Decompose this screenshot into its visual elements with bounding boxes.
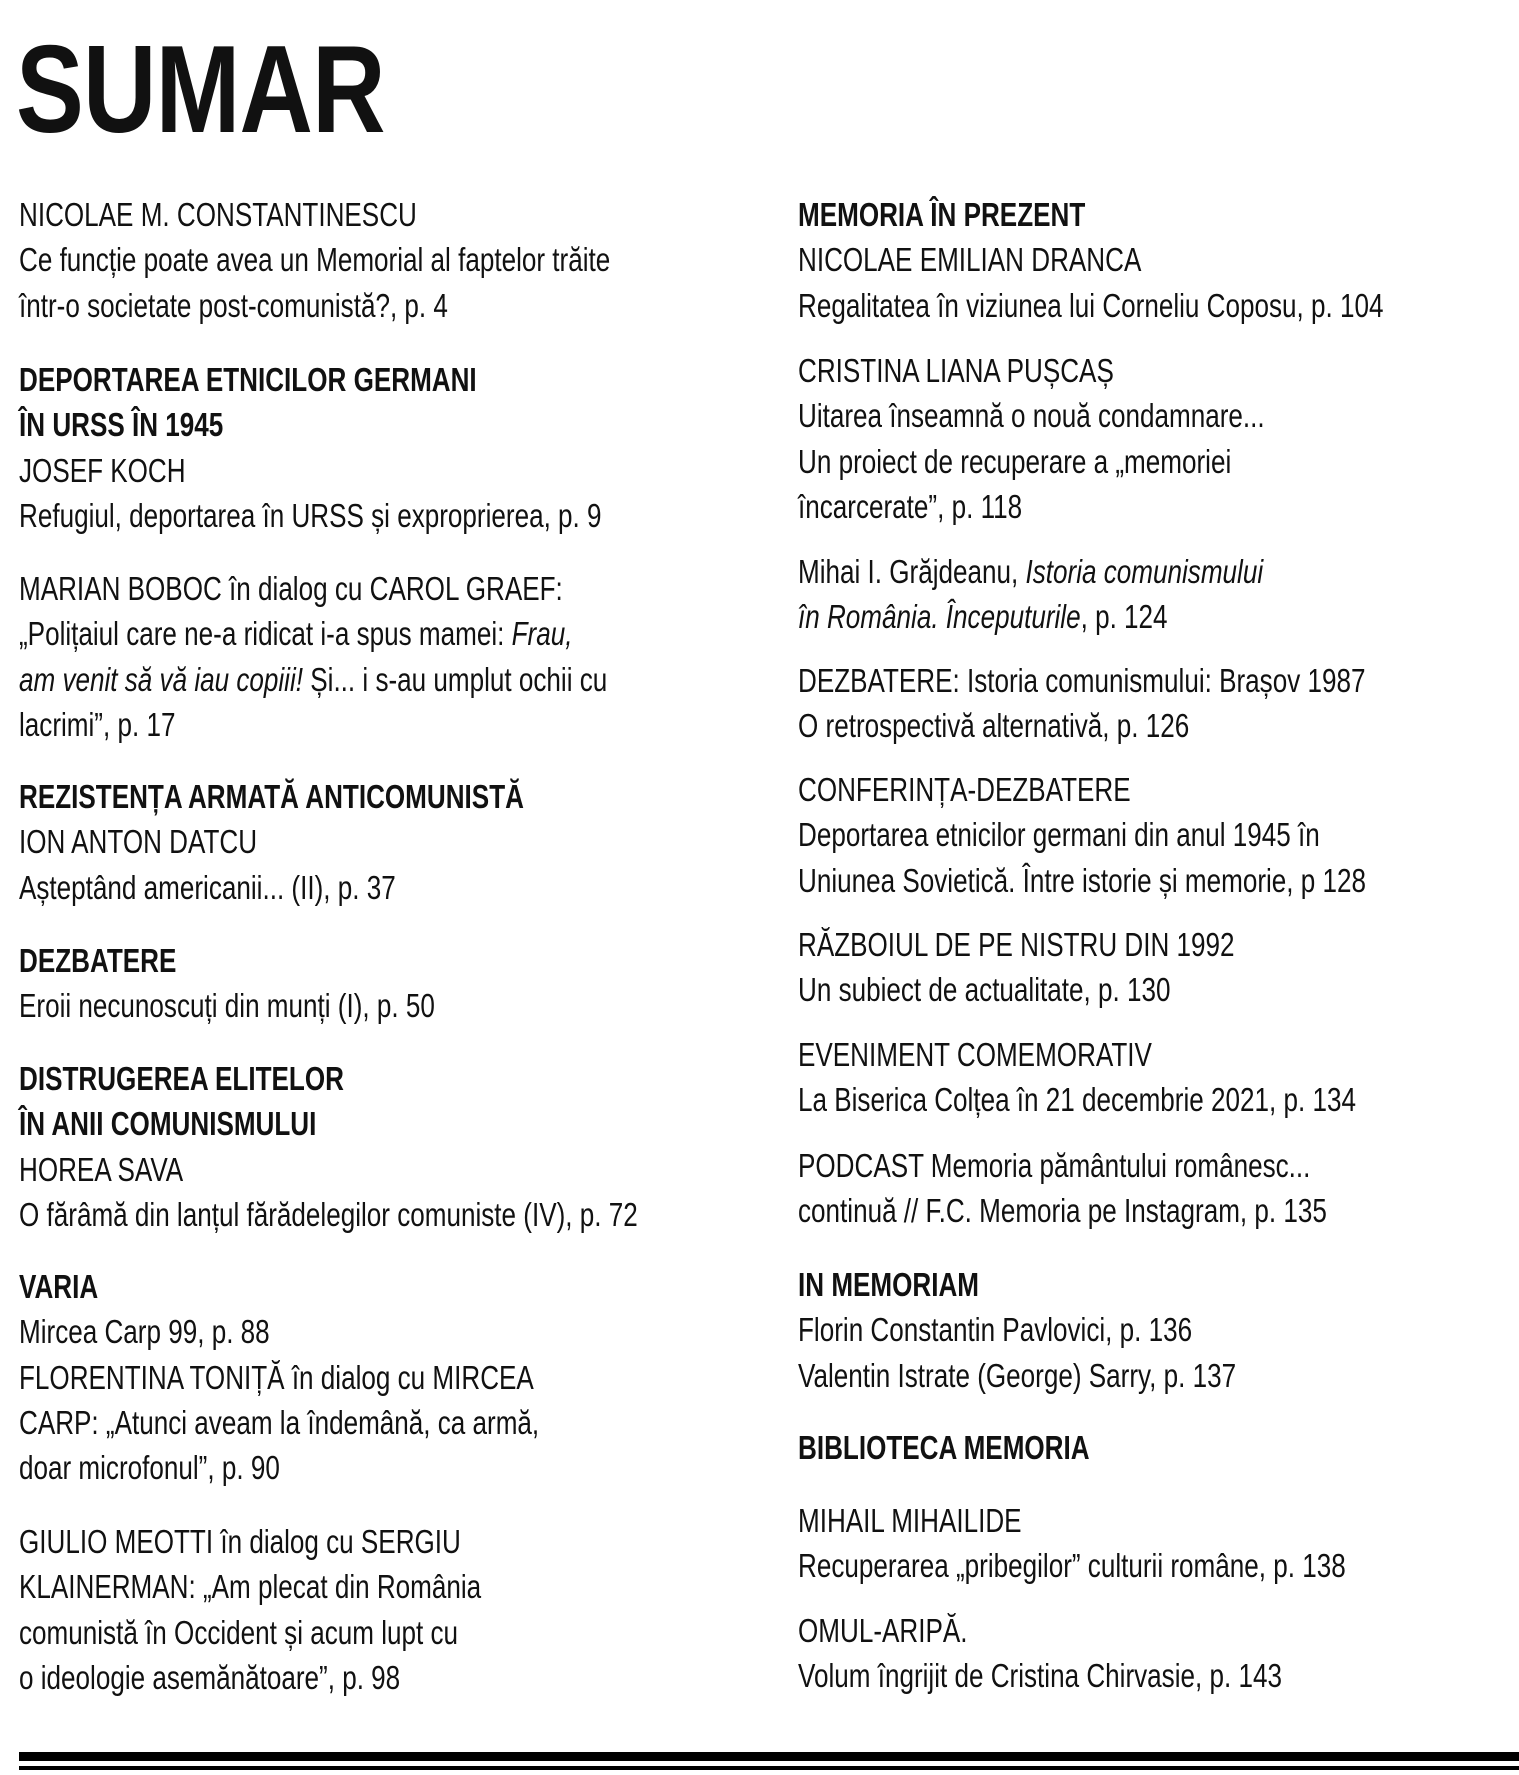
toc-text: o ideologie asemănătoare”, p. 98 [19,1658,401,1696]
italic-title-text: am venit să vă iau copiii! [19,660,304,698]
italic-title-text: Frau, [511,615,573,653]
bottom-rule-thin [19,1766,1519,1770]
toc-entry-line [19,1655,730,1700]
toc-text: FLORENTINA TONIȚĂ în dialog cu MIRCEA [19,1358,534,1396]
toc-entry-line [798,967,1509,1012]
toc-text: RĂZBOIUL DE PE NISTRU DIN 1992 [798,926,1235,963]
toc-entry-line [19,1610,730,1655]
toc-text: DEZBATERE: Istoria comunismului: Brașov 1987 [798,662,1366,699]
toc-entry-line [19,1309,730,1354]
toc-text: MARIAN BOBOC în dialog cu CAROL GRAEF: [19,570,563,607]
toc-author-line [19,819,730,864]
toc-group [19,1264,730,1490]
toc-text: GIULIO MEOTTI în dialog cu SERGIU [19,1523,461,1560]
toc-group [19,192,730,328]
toc-text: CARP: „Atunci aveam la îndemână, ca armă, [19,1403,540,1441]
toc-entry-line [798,484,1509,529]
toc-group [798,1262,1509,1398]
toc-entry-line [19,1400,730,1445]
toc-text: Uniunea Sovietică. Între istorie și memorie, p 128 [798,861,1367,899]
toc-text: Recuperarea „pribegilor” culturii române, p. 138 [798,1547,1346,1585]
toc-author-line [19,566,730,611]
toc-text: Uitarea înseamnă o nouă condamnare... [798,397,1265,435]
toc-text: lacrimi”, p. 17 [19,705,176,743]
toc-author-line [19,448,730,493]
toc-text: DEPORTAREA ETNICILOR GERMANI [19,361,477,398]
toc-text: comunistă în Occident și acum lupt cu [19,1613,459,1651]
toc-text: OMUL-ARIPĂ. [798,1612,968,1649]
toc-entry-line [798,1188,1509,1233]
toc-text: NICOLAE M. CONSTANTINESCU [19,196,417,233]
toc-group [798,1425,1509,1470]
toc-text: CRISTINA LIANA PUȘCAȘ [798,352,1114,389]
toc-group [798,922,1509,1013]
toc-heading-line [19,357,730,402]
toc-text: ÎN ANII COMUNISMULUI [19,1105,317,1143]
toc-entry-line [798,393,1509,438]
toc-text: NICOLAE EMILIAN DRANCA [798,241,1142,279]
toc-entry-line [19,1564,730,1609]
toc-entry-line [798,1653,1509,1698]
toc-group [798,1608,1509,1699]
toc-entry-line [19,237,730,282]
toc-entry-line [19,1192,730,1237]
toc-author-line [798,767,1509,812]
toc-entry-line [798,1307,1509,1352]
italic-title-text: în România. Începuturile [798,598,1081,636]
toc-group [19,357,730,538]
toc-text: Volum îngrijit de Cristina Chirvasie, p. 143 [798,1657,1282,1695]
toc-entry-line [798,812,1509,857]
toc-entry-line [798,658,1509,703]
toc-text: VARIA [19,1268,99,1305]
toc-author-line [798,1608,1509,1653]
bottom-rule-thick [19,1752,1519,1761]
toc-group [798,549,1509,640]
toc-text: Și... i s-au umplut ochii cu [303,660,608,698]
toc-author-line [19,1355,730,1400]
toc-group [798,658,1509,749]
toc-text: MIHAIL MIHAILIDE [798,1502,1022,1539]
toc-heading-line [19,938,730,983]
toc-text: O fărâmă din lanțul fărădelegilor comuniste (IV), p. 72 [19,1195,638,1233]
page-title: SUMAR [16,21,385,159]
toc-entry-line [19,983,730,1028]
toc-text: MEMORIA ÎN PREZENT [798,196,1086,233]
toc-group [798,348,1509,529]
toc-entry-line [798,1353,1509,1398]
toc-entry-line [798,283,1509,328]
toc-text: Regalitatea în viziunea lui Corneliu Coposu, p. 104 [798,286,1384,324]
toc-text: „Polițaiul care ne-a ridicat i-a spus mamei: [19,615,512,653]
toc-author-line [798,237,1509,282]
toc-entry-line [798,1543,1509,1588]
toc-author-line [19,1519,730,1564]
toc-text: CONFERINȚA-DEZBATERE [798,771,1131,808]
toc-entry-line [19,493,730,538]
toc-heading-line [19,1264,730,1309]
toc-entry-line [798,549,1509,594]
toc-text: continuă // F.C. Memoria pe Instagram, p. 135 [798,1192,1327,1230]
toc-text: JOSEF KOCH [19,451,186,489]
toc-group [798,767,1509,903]
toc-entry-line [798,594,1509,639]
toc-text: Deportarea etnicilor germani din anul 1945 în [798,816,1320,854]
toc-text: DISTRUGEREA ELITELOR [19,1060,344,1097]
toc-entry-line [19,1445,730,1490]
toc-group [19,566,730,747]
toc-group [798,192,1509,328]
toc-text: PODCAST Memoria pământului românesc... [798,1147,1311,1184]
toc-text: EVENIMENT COMEMORATIV [798,1036,1152,1073]
toc-heading-line [798,1262,1509,1307]
toc-text: KLAINERMAN: „Am plecat din România [19,1568,482,1606]
toc-text: Florin Constantin Pavlovici, p. 136 [798,1311,1193,1349]
toc-author-line [798,1032,1509,1077]
toc-text: Un proiect de recuperare a „memoriei [798,442,1232,480]
toc-text: BIBLIOTECA MEMORIA [798,1429,1090,1466]
toc-heading-line [19,1056,730,1101]
toc-entry-line [798,703,1509,748]
italic-title-text: Istoria comunismului [1025,553,1264,590]
toc-text: La Biserica Colțea în 21 decembrie 2021, p. 134 [798,1081,1356,1119]
toc-author-line [798,1498,1509,1543]
toc-text: Mihai I. Grăjdeanu, [798,553,1026,590]
toc-entry-line [19,702,730,747]
toc-text: Ce funcție poate avea un Memorial al faptelor trăite [19,241,611,279]
toc-text: DEZBATERE [19,942,177,979]
toc-entry-line [798,1143,1509,1188]
toc-entry-line [19,657,730,702]
toc-text: încarcerate”, p. 118 [798,487,1023,525]
toc-text: , p. 124 [1080,598,1168,636]
toc-group [19,774,730,910]
toc-group [19,1056,730,1237]
toc-author-line [19,192,730,237]
toc-entry-line [798,439,1509,484]
toc-group [798,1032,1509,1123]
toc-text: Refugiul, deportarea în URSS și exproprierea, p. 9 [19,496,602,534]
toc-text: într-o societate post-comunistă?, p. 4 [19,286,448,324]
toc-text: Mircea Carp 99, p. 88 [19,1313,270,1351]
toc-text: Un subiect de actualitate, p. 130 [798,971,1171,1009]
toc-heading-line [19,402,730,447]
toc-text: HOREA SAVA [19,1150,184,1188]
toc-text: Eroii necunoscuți din munți (I), p. 50 [19,987,435,1025]
toc-heading-line [798,192,1509,237]
toc-text: IN MEMORIAM [798,1266,980,1303]
toc-group [798,1498,1509,1589]
toc-group [19,938,730,1029]
toc-text: ION ANTON DATCU [19,823,258,861]
toc-author-line [798,922,1509,967]
toc-text: ÎN URSS ÎN 1945 [19,406,224,444]
toc-entry-line [798,1077,1509,1122]
toc-heading-line [19,774,730,819]
toc-author-line [798,348,1509,393]
toc-heading-line [19,1101,730,1146]
toc-group [19,1519,730,1700]
toc-text: Valentin Istrate (George) Sarry, p. 137 [798,1356,1237,1394]
toc-text: doar microfonul”, p. 90 [19,1449,280,1487]
toc-entry-line [19,865,730,910]
toc-entry-line [19,611,730,656]
toc-entry-line [19,283,730,328]
toc-author-line [19,1147,730,1192]
toc-group [798,1143,1509,1234]
toc-entry-line [798,858,1509,903]
toc-heading-line [798,1425,1509,1470]
toc-text: Așteptând americanii... (II), p. 37 [19,868,396,906]
toc-text: REZISTENȚA ARMATĂ ANTICOMUNISTĂ [19,778,524,815]
toc-text: O retrospectivă alternativă, p. 126 [798,707,1190,745]
